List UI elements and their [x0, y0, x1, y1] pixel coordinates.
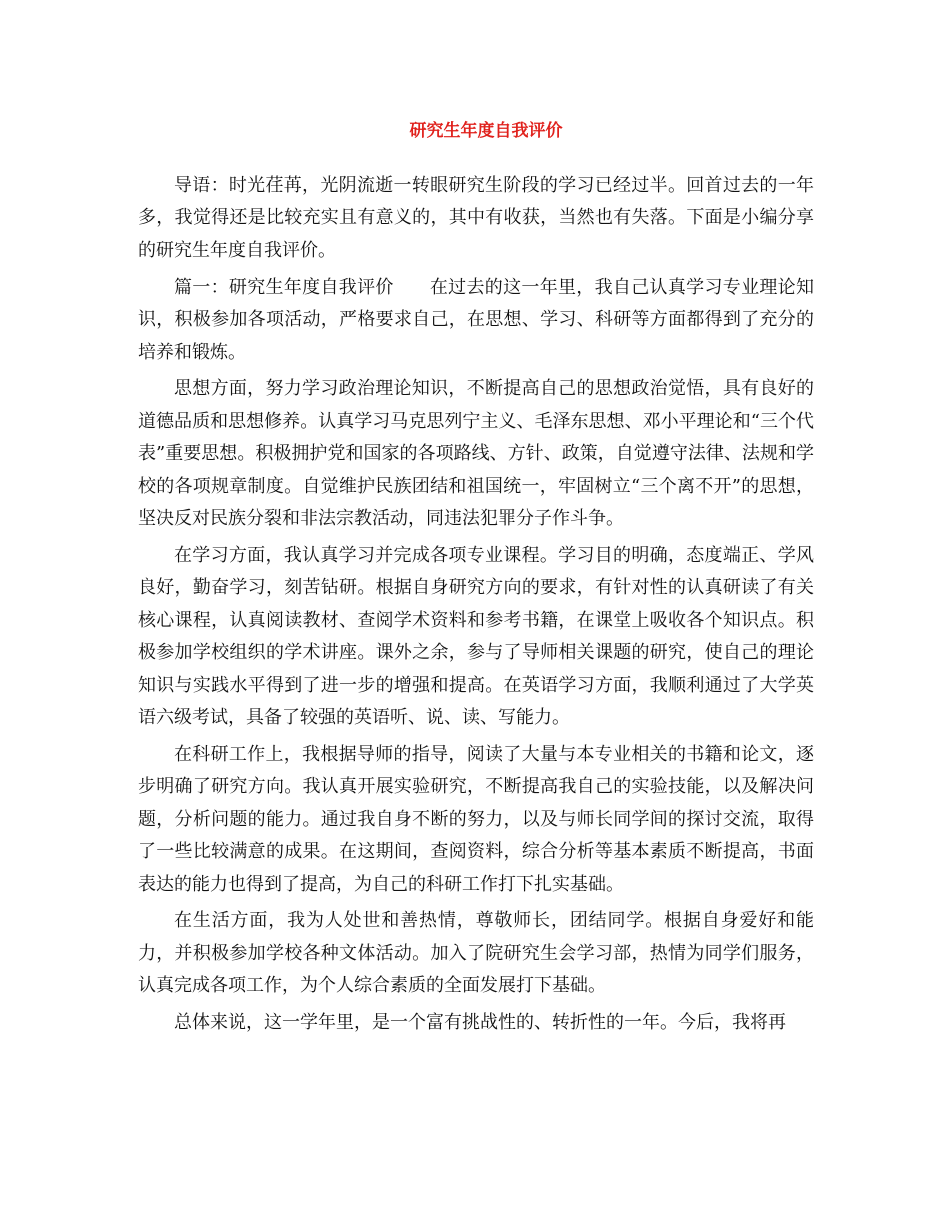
section-heading: 篇一：研究生年度自我评价: [174, 276, 394, 298]
study-paragraph: 在学习方面，我认真学习并完成各项专业课程。学习目的明确，态度端正、学风良好，勤奋学习，刻苦钻研。根据自身研究方向的要求，有针对性的认真研读了有关核心课程，认真阅读教材、查阅学术资料和参考书籍，在课堂上吸收各个知识点。积极参加学校组织的学术讲座。课外之余，参与了导师相关课题的研究，使自己的理论知识与实践水平得到了进一步的增强和提高。在英语学习方面，我顺利通过了大学英语六级考试，具备了较强的英语听、说、读、写能力。: [138, 544, 814, 728]
document-page: [138, 118, 814, 1044]
heading-gap: [394, 277, 430, 298]
ideology-paragraph: 思想方面，努力学习政治理论知识，不断提高自己的思想政治觉悟，具有良好的道德品质和思想修养。认真学习马克思列宁主义、毛泽东思想、邓小平理论和“三个代表”重要思想。积极拥护党和国家的各项路线、方针、政策，自觉遵守法律、法规和学校的各项规章制度。自觉维护民族团结和祖国统一，牢固树立“三个离不开”的思想，坚决反对民族分裂和非法宗教活动，同违法犯罪分子作斗争。: [138, 378, 814, 530]
intro-paragraph: 导语：时光荏苒，光阴流逝一转眼研究生阶段的学习已经过半。回首过去的一年多，我觉得还是比较充实且有意义的，其中有收获，当然也有失落。下面是小编分享的研究生年度自我评价。: [138, 175, 814, 261]
section-body: 在过去的这一年里，我自己认真学习专业理论知识，积极参加各项活动，严格要求自己，在思想、学习、科研等方面都得到了充分的培养和锻炼。: [138, 276, 814, 363]
document-title: 研究生年度自我评价: [409, 121, 563, 141]
summary-paragraph: 总体来说，这一学年里，是一个富有挑战性的、转折性的一年。今后，我将再: [174, 1012, 786, 1034]
section-one-paragraph: [138, 272, 814, 369]
research-paragraph: 在科研工作上，我根据导师的指导，阅读了大量与本专业相关的书籍和论文，逐步明确了研究方向。我认真开展实验研究，不断提高我自己的实验技能，以及解决问题，分析问题的能力。通过我自身不断的努力，以及与师长同学间的探讨交流，取得了一些比较满意的成果。在这期间，查阅资料，综合分析等基本素质不断提高，书面表达的能力也得到了提高，为自己的科研工作打下扎实基础。: [138, 743, 814, 895]
life-paragraph: 在生活方面，我为人处世和善热情，尊敬师长，团结同学。根据自身爱好和能力，并积极参加学校各种文体活动。加入了院研究生会学习部，热情为同学们服务，认真完成各项工作，为个人综合素质的全面发展打下基础。: [138, 910, 814, 997]
